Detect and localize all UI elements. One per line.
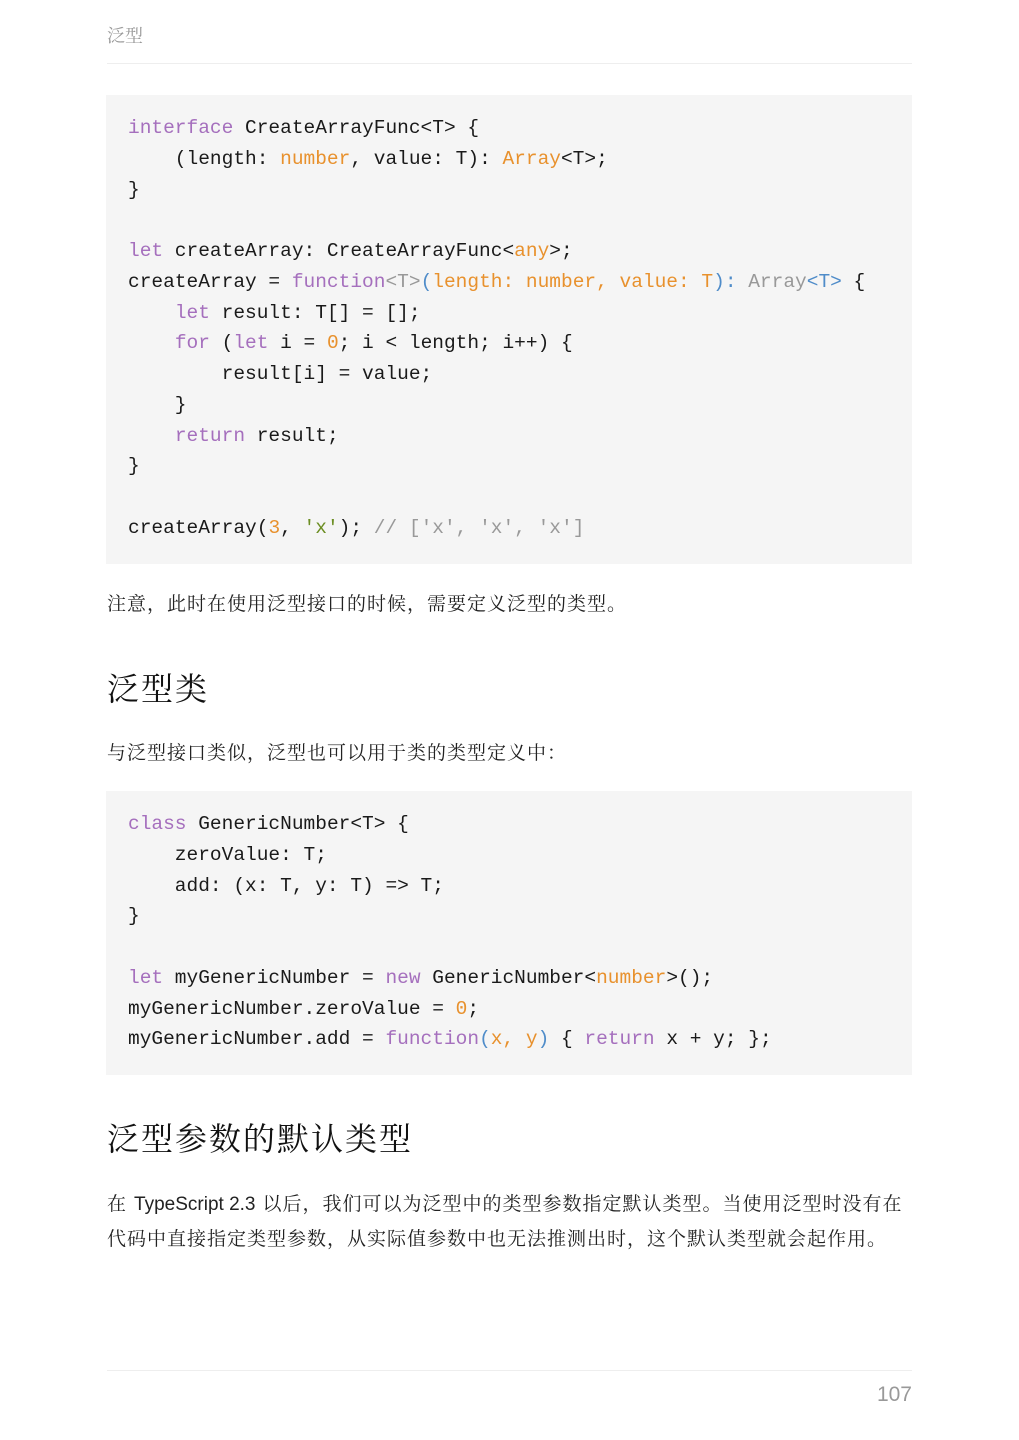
code-line	[128, 809, 890, 840]
code-number: 3	[268, 516, 281, 539]
code-return-type: Array	[748, 270, 807, 293]
code-line	[128, 1024, 890, 1055]
code-string: 'x'	[303, 516, 339, 539]
code-line	[128, 267, 890, 298]
paragraph-text: 以后，我们可以为泛型中的类型参数指定默认类型。当使用泛型时没有在代码中直接指定类型参数，从实际值参数中也无法推测出时，这个默认类型就会起作用。	[107, 1193, 903, 1250]
code-keyword: let	[128, 240, 164, 262]
code-block-create-array	[106, 95, 912, 564]
code-text: <T>;	[560, 147, 608, 170]
code-text: result;	[245, 424, 339, 447]
code-params: x, y	[490, 1028, 538, 1051]
code-indent	[128, 302, 175, 324]
code-line	[128, 513, 890, 544]
code-text: (	[209, 332, 234, 355]
code-paren: (	[420, 270, 433, 293]
code-line: }	[128, 393, 187, 416]
code-type: any	[514, 240, 550, 262]
code-paren: (	[479, 1028, 491, 1051]
code-keyword: let	[233, 332, 269, 355]
code-text: );	[338, 516, 374, 539]
code-text: ,	[280, 516, 304, 539]
code-text: , value: T):	[350, 147, 503, 170]
paragraph-note: 注意，此时在使用泛型接口的时候，需要定义泛型的类型。	[107, 593, 628, 615]
code-text: x + y; };	[654, 1028, 772, 1051]
code-text: myGenericNumber =	[163, 966, 386, 989]
code-keyword: return	[584, 1028, 655, 1051]
paragraph-default-type	[107, 1187, 912, 1256]
code-text: ; i < length; i++) {	[338, 332, 573, 355]
code-comment: // ['x', 'x', 'x']	[373, 516, 585, 539]
code-block-generic-class	[106, 791, 912, 1075]
page-number: 107	[876, 1383, 912, 1406]
page-footer	[107, 1370, 912, 1421]
code-text: myGenericNumber.add =	[128, 1028, 386, 1051]
code-keyword: let	[174, 301, 210, 324]
code-line-blank	[128, 932, 890, 963]
code-keyword: let	[128, 966, 164, 989]
code-line	[128, 113, 890, 144]
code-keyword: function	[385, 1028, 480, 1051]
code-type: number	[596, 966, 667, 989]
code-line	[128, 328, 890, 359]
code-line-blank	[128, 482, 890, 513]
code-line	[128, 144, 890, 175]
code-keyword: for	[174, 332, 210, 355]
code-text: {	[841, 270, 866, 293]
code-line	[128, 298, 890, 329]
code-paren: )	[537, 1028, 550, 1051]
paragraph-latin-text: TypeScript 2.3	[134, 1194, 256, 1215]
page-header	[107, 22, 912, 64]
code-text: createArray: CreateArrayFunc<	[163, 240, 515, 262]
code-text: createArray =	[128, 270, 292, 293]
code-line: }	[128, 178, 140, 201]
code-line	[128, 421, 890, 452]
code-text: myGenericNumber.zeroValue =	[128, 997, 456, 1020]
code-line	[128, 963, 890, 994]
code-type: Array	[502, 147, 561, 170]
paragraph-generic-class-intro: 与泛型接口类似，泛型也可以用于类的类型定义中：	[107, 742, 568, 764]
code-line: add: (x: T, y: T) => T;	[128, 874, 444, 897]
code-line	[128, 994, 890, 1025]
code-line: }	[128, 905, 140, 928]
code-generic: <T>	[385, 270, 421, 293]
code-text: CreateArrayFunc<T> {	[233, 117, 480, 139]
code-text: >();	[666, 966, 714, 989]
code-keyword: return	[174, 424, 246, 447]
code-text: GenericNumber<	[420, 966, 597, 989]
code-number: 0	[455, 997, 468, 1020]
code-number: 0	[326, 332, 339, 355]
code-indent	[128, 332, 175, 354]
code-generic: <T>	[806, 270, 842, 293]
code-indent	[128, 425, 175, 447]
code-line: }	[128, 455, 140, 478]
chapter-title: 泛型	[107, 26, 143, 47]
code-text: ;	[467, 997, 480, 1020]
code-text: i =	[268, 332, 327, 355]
code-text: (length:	[128, 147, 281, 170]
code-type: number	[280, 147, 351, 170]
code-text: GenericNumber<T> {	[186, 813, 409, 835]
section-heading-default-type: 泛型参数的默认类型	[107, 1120, 414, 1158]
code-params: length: number, value: T	[432, 270, 714, 293]
code-text: {	[549, 1028, 585, 1051]
code-line	[128, 236, 890, 267]
section-heading-generic-class: 泛型类	[107, 670, 210, 708]
code-keyword: new	[385, 966, 421, 989]
code-paren: )	[713, 270, 725, 293]
code-colon: :	[724, 270, 749, 293]
code-keyword: interface	[128, 117, 234, 139]
code-line: zeroValue: T;	[128, 843, 327, 866]
code-text: createArray(	[128, 516, 269, 539]
code-text: >;	[549, 240, 573, 262]
code-line: result[i] = value;	[128, 363, 433, 385]
code-keyword: class	[128, 813, 187, 835]
code-keyword: function	[291, 270, 386, 293]
code-line-blank	[128, 205, 890, 236]
code-text: result: T[] = [];	[209, 301, 421, 324]
paragraph-text: 在	[107, 1193, 135, 1215]
